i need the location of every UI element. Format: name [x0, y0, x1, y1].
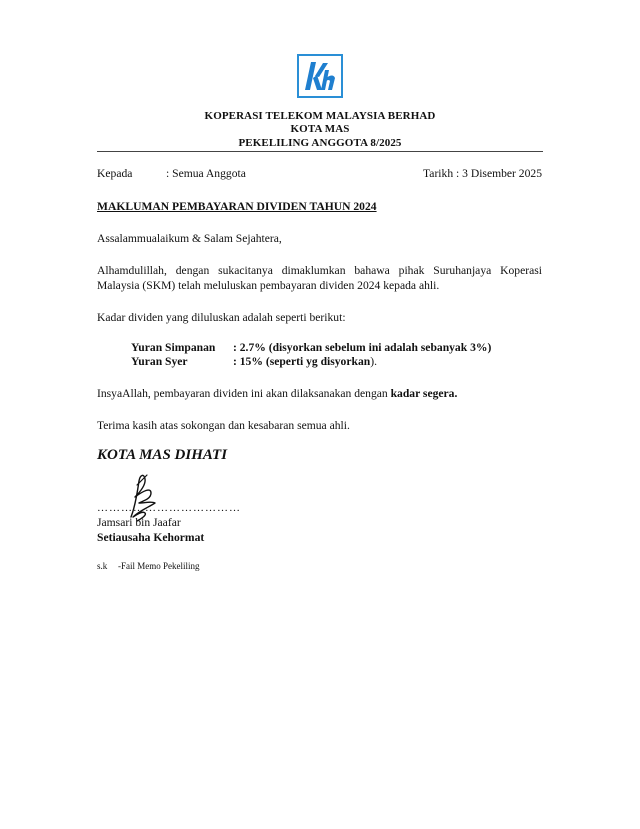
branch-name: KOTA MAS: [290, 123, 350, 135]
announcement-line-2: Malaysia (SKM) telah meluluskan pembayaran dividen 2024 kepada ahli.: [97, 279, 440, 292]
greeting: Assalammualaikum & Salam Sejahtera,: [97, 232, 282, 245]
signature-line: ………………………………: [97, 502, 241, 514]
rate-value-syer-suffix: ).: [370, 355, 377, 368]
rate-label-simpanan: Yuran Simpanan: [131, 341, 216, 354]
payment-note: [97, 386, 457, 401]
header-divider: [97, 151, 543, 152]
company-logo: [297, 54, 343, 98]
rate-row-syer: [233, 354, 377, 369]
rate-value-simpanan: : 2.7% (disyorkan sebelum ini adalah sebanyak 3%): [233, 341, 492, 354]
announcement-line-1: Alhamdulillah, dengan sukacitanya dimaklumkan bahawa pihak Suruhanjaya Koperasi: [97, 264, 542, 277]
rate-value-syer: : 15% (seperti yg disyorkan: [233, 355, 371, 368]
thank-you-note: Terima kasih atas sokongan dan kesabaran semua ahli.: [97, 419, 350, 432]
letter-date: Tarikh : 3 Disember 2025: [423, 167, 542, 180]
org-name: KOPERASI TELEKOM MALAYSIA BERHAD: [204, 110, 436, 122]
company-logo-mark: [299, 56, 341, 96]
payment-note-emphasis: kadar segera.: [390, 387, 458, 400]
payment-note-text: InsyaAllah, pembayaran dividen ini akan dilaksanakan dengan: [97, 387, 391, 400]
signatory-title: Setiausaha Kehormat: [97, 531, 205, 544]
to-label: Kepada: [97, 167, 133, 180]
to-value: : Semua Anggota: [166, 167, 246, 180]
cc-label: s.k: [97, 561, 108, 571]
letter-subject: MAKLUMAN PEMBAYARAN DIVIDEN TAHUN 2024: [97, 200, 377, 213]
circular-number: PEKELILING ANGGOTA 8/2025: [238, 137, 402, 149]
cc-value: -Fail Memo Pekeliling: [118, 561, 200, 571]
rates-intro: Kadar dividen yang diluluskan adalah seperti berikut:: [97, 311, 346, 324]
rate-label-syer: Yuran Syer: [131, 355, 188, 368]
closing-slogan: KOTA MAS DIHATI: [97, 447, 228, 463]
signatory-name: Jamsari bin Jaafar: [97, 516, 181, 529]
